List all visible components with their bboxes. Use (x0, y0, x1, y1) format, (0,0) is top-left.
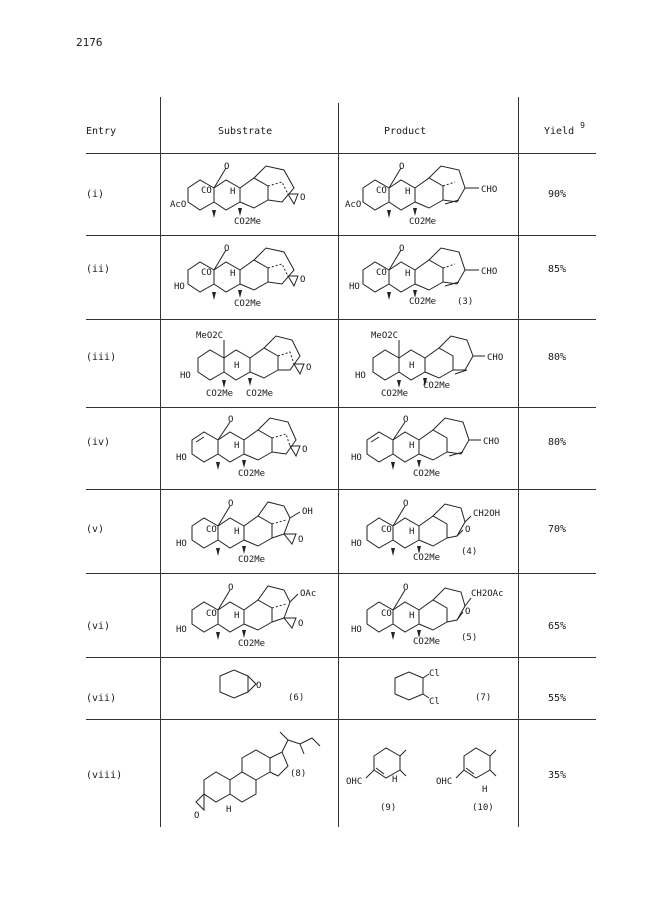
product-structure (345, 580, 515, 658)
header-rule (86, 153, 596, 154)
prod-label: CHO (483, 437, 500, 447)
prod-label: H (482, 785, 488, 795)
sub-label: HO (176, 539, 187, 549)
prod-label: OHC (436, 777, 453, 787)
entry-label: (iii) (86, 352, 117, 363)
entry-label: (viii) (86, 770, 123, 781)
product-structure (345, 242, 505, 318)
prod-label: CO2Me (409, 217, 437, 227)
substrate-structure (170, 160, 330, 234)
prod-label: H (392, 775, 398, 785)
entry-label: (ii) (86, 264, 111, 275)
prod-label: O (403, 415, 409, 425)
prod-label: CHO (481, 267, 498, 277)
yield-value: 80% (548, 437, 567, 448)
substrate-structure (170, 580, 330, 658)
sub-label: HO (176, 625, 187, 635)
row-rule (86, 719, 596, 720)
compound-number: (4) (461, 547, 478, 557)
compound-number: (9) (380, 803, 397, 813)
compound-number: (10) (472, 803, 494, 813)
compound-number: (5) (461, 633, 478, 643)
sub-label: O (256, 681, 262, 691)
prod-label: CO2Me (413, 469, 441, 479)
compound-number: (7) (475, 693, 492, 703)
prod-label: CO (376, 186, 387, 196)
prod-label: HO (349, 282, 360, 292)
product-structure (345, 412, 505, 488)
row-rule (86, 319, 596, 320)
product-structure (385, 666, 505, 714)
prod-label: H (409, 611, 415, 621)
prod-label: CO (381, 609, 392, 619)
product-structure (345, 326, 505, 406)
yield-value: 70% (548, 524, 567, 535)
column-divider (518, 97, 519, 827)
prod-label: CH2OAc (471, 589, 504, 599)
prod-label: HO (351, 539, 362, 549)
entry-label: (v) (86, 524, 105, 535)
header-yield-label: Yield (544, 126, 575, 137)
sub-label: O (300, 193, 306, 203)
product-structure (344, 726, 516, 826)
compound-number: (3) (457, 297, 474, 307)
sub-label: O (298, 535, 304, 545)
yield-value: 65% (548, 621, 567, 632)
prod-label: CO2Me (381, 389, 409, 399)
sub-label: HO (180, 371, 191, 381)
prod-label: H (409, 361, 415, 371)
header-entry: Entry (86, 126, 117, 137)
sub-label: CO2Me (234, 217, 262, 227)
sub-label: CO (206, 609, 217, 619)
sub-label: CO2Me (238, 555, 266, 565)
sub-label: CO2Me (246, 389, 274, 399)
prod-label: CO2Me (413, 553, 441, 563)
sub-label: AcO (170, 200, 187, 210)
prod-label: HO (351, 625, 362, 635)
yield-value: 55% (548, 693, 567, 704)
header-product: Product (384, 126, 427, 137)
row-rule (86, 407, 596, 408)
prod-label: H (409, 527, 415, 537)
sub-label: H (234, 611, 240, 621)
prod-label: H (409, 441, 415, 451)
header-substrate: Substrate (218, 126, 273, 137)
row-rule (86, 657, 596, 658)
sub-label: O (298, 619, 304, 629)
sub-label: O (228, 499, 234, 509)
row-rule (86, 573, 596, 574)
sub-label: H (234, 441, 240, 451)
substrate-structure (170, 494, 330, 572)
sub-label: H (234, 361, 240, 371)
sub-label: CO (201, 268, 212, 278)
prod-label: O (399, 162, 405, 172)
product-structure (345, 160, 505, 234)
prod-label: O (465, 607, 471, 617)
yield-footnote-marker: 9 (580, 121, 585, 130)
compound-number: (8) (290, 769, 307, 779)
row-rule (86, 235, 596, 236)
prod-label: OHC (346, 777, 363, 787)
yield-value: 85% (548, 264, 567, 275)
entry-label: (i) (86, 189, 105, 200)
substrate-structure (180, 726, 330, 826)
prod-label: O (399, 244, 405, 254)
row-rule (86, 489, 596, 490)
substrate-structure (170, 326, 330, 406)
sub-label: O (302, 445, 308, 455)
sub-label: H (230, 269, 236, 279)
sub-label: H (234, 527, 240, 537)
compound-number: (6) (288, 693, 305, 703)
sub-label: CO2Me (206, 389, 234, 399)
prod-label: CH2OH (473, 509, 501, 519)
sub-label: CO2Me (234, 299, 262, 309)
column-divider (160, 97, 161, 827)
prod-label: CHO (481, 185, 498, 195)
sub-label: H (230, 187, 236, 197)
sub-label: H (226, 805, 232, 815)
page-number: 2176 (76, 36, 103, 49)
substrate-structure (170, 242, 330, 318)
sub-label: O (306, 363, 312, 373)
yield-value: 35% (548, 770, 567, 781)
prod-label: Cl (429, 697, 440, 707)
sub-label: HO (176, 453, 187, 463)
prod-label: Cl (429, 669, 440, 679)
substrate-structure (200, 666, 320, 714)
sub-label: CO2Me (238, 469, 266, 479)
sub-label: OH (302, 507, 313, 517)
yield-value: 90% (548, 189, 567, 200)
prod-label: CO (376, 268, 387, 278)
yield-value: 80% (548, 352, 567, 363)
prod-label: HO (355, 371, 366, 381)
sub-label: CO2Me (238, 639, 266, 649)
prod-label: O (403, 583, 409, 593)
prod-label: O (465, 525, 471, 535)
sub-label: O (300, 275, 306, 285)
prod-label: AcO (345, 200, 362, 210)
sub-label: O (194, 811, 200, 821)
sub-label: O (224, 244, 230, 254)
prod-label: CO (381, 525, 392, 535)
sub-label: CO (201, 186, 212, 196)
entry-label: (vii) (86, 693, 117, 704)
prod-label: CHO (487, 353, 504, 363)
sub-label: O (224, 162, 230, 172)
sub-label: HO (174, 282, 185, 292)
sub-label: OAc (300, 589, 317, 599)
prod-label: H (405, 187, 411, 197)
sub-label: CO (206, 525, 217, 535)
header-yield (544, 121, 585, 137)
entry-label: (vi) (86, 621, 111, 632)
entry-label: (iv) (86, 437, 111, 448)
substrate-structure (170, 412, 330, 488)
sub-label: O (228, 583, 234, 593)
sub-label: MeO2C (196, 331, 224, 341)
prod-label: O (403, 499, 409, 509)
prod-label: HO (351, 453, 362, 463)
prod-label: CO2Me (413, 637, 441, 647)
product-structure (345, 494, 515, 572)
prod-label: CO2Me (423, 381, 451, 391)
prod-label: CO2Me (409, 297, 437, 307)
sub-label: O (228, 415, 234, 425)
prod-label: H (405, 269, 411, 279)
prod-label: MeO2C (371, 331, 399, 341)
